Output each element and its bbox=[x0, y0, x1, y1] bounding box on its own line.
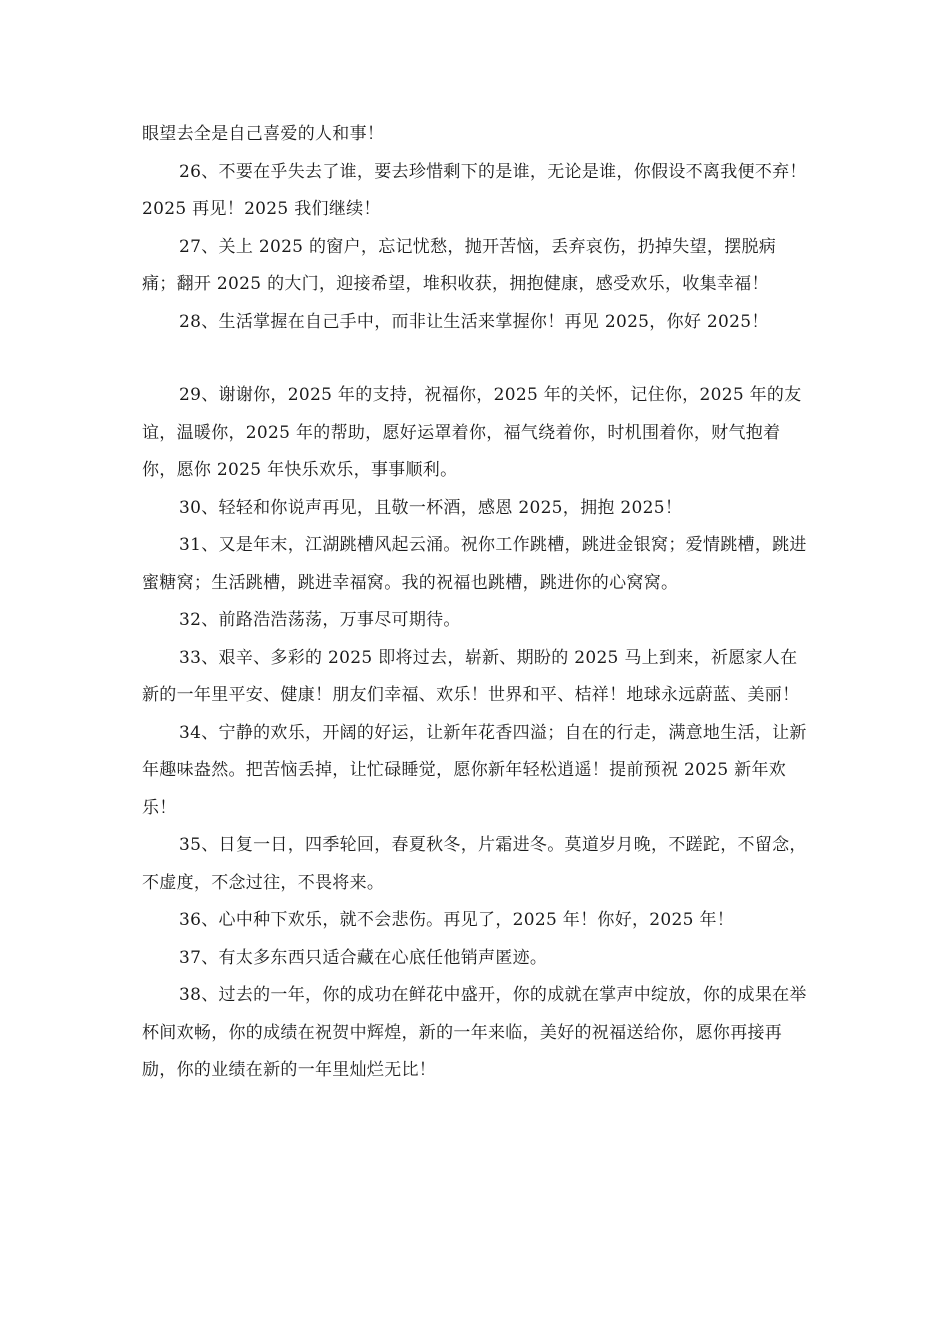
paragraph-33: 33、艰辛、多彩的 2025 即将过去，崭新、期盼的 2025 马上到来，祈愿家人在新的一年里平安、健康！朋友们幸福、欢乐！世界和平、桔祥！地球永远蔚蓝、美丽！ bbox=[142, 647, 800, 705]
paragraph-29: 29、谢谢你，2025 年的支持，祝福你，2025 年的关怀，记住你，2025 年的友谊，温暖你，2025 年的帮助，愿好运罩着你，福气绕着你，时机围着你，财气抱着你，愿你 2025 年快乐欢乐，事事顺利。 bbox=[142, 385, 802, 480]
paragraph-30: 30、轻轻和你说声再见，且敬一杯酒，感恩 2025，拥抱 2025！ bbox=[179, 497, 683, 518]
blank-line bbox=[142, 341, 810, 377]
paragraph-35: 35、日复一日，四季轮回，春夏秋冬，片霜进冬。莫道岁月晚，不蹉跎，不留念，不虚度，不念过往，不畏将来。 bbox=[142, 835, 807, 893]
paragraph-34: 34、宁静的欢乐，开阔的好运，让新年花香四溢；自在的行走，满意地生活，让新年趣味盎然。把苦恼丢掉，让忙碌睡觉，愿你新年轻松逍遥！提前预祝 2025 新年欢乐！ bbox=[142, 722, 807, 818]
paragraph-continuation: 眼望去全是自己喜爱的人和事！ bbox=[142, 124, 385, 144]
paragraph-32: 32、前路浩浩荡荡，万事尽可期待。 bbox=[179, 610, 461, 630]
paragraph-28: 28、生活掌握在自己手中，而非让生活来掌握你！再见 2025，你好 2025！ bbox=[179, 311, 769, 332]
paragraph-26: 26、不要在乎失去了谁，要去珍惜剩下的是谁，无论是谁，你假设不离我便不弃！2025 再见！2025 我们继续！ bbox=[142, 161, 807, 219]
paragraph-36: 36、心中种下欢乐，就不会悲伤。再见了，2025 年！你好，2025 年！ bbox=[179, 910, 735, 930]
document-body bbox=[142, 116, 810, 1090]
paragraph-27: 27、关上 2025 的窗户，忘记忧愁，抛开苦恼，丢弃哀伤，扔掉失望，摆脱病痛；翻开 2025 的大门，迎接希望，堆积收获，拥抱健康，感受欢乐，收集幸福！ bbox=[142, 236, 777, 294]
paragraph-37: 37、有太多东西只适合藏在心底任他销声匿迹。 bbox=[179, 947, 548, 968]
paragraph-31: 31、又是年末，江湖跳槽风起云涌。祝你工作跳槽，跳进金银窝；爱情跳槽，跳进蜜糖窝；生活跳槽，跳进幸福窝。我的祝福也跳槽，跳进你的心窝窝。 bbox=[142, 535, 807, 593]
paragraph-38: 38、过去的一年，你的成功在鲜花中盛开，你的成就在掌声中绽放，你的成果在举杯间欢畅，你的成绩在祝贺中辉煌，新的一年来临，美好的祝福送给你，愿你再接再励，你的业绩在新的一年里灿烂无比！ bbox=[142, 985, 807, 1080]
